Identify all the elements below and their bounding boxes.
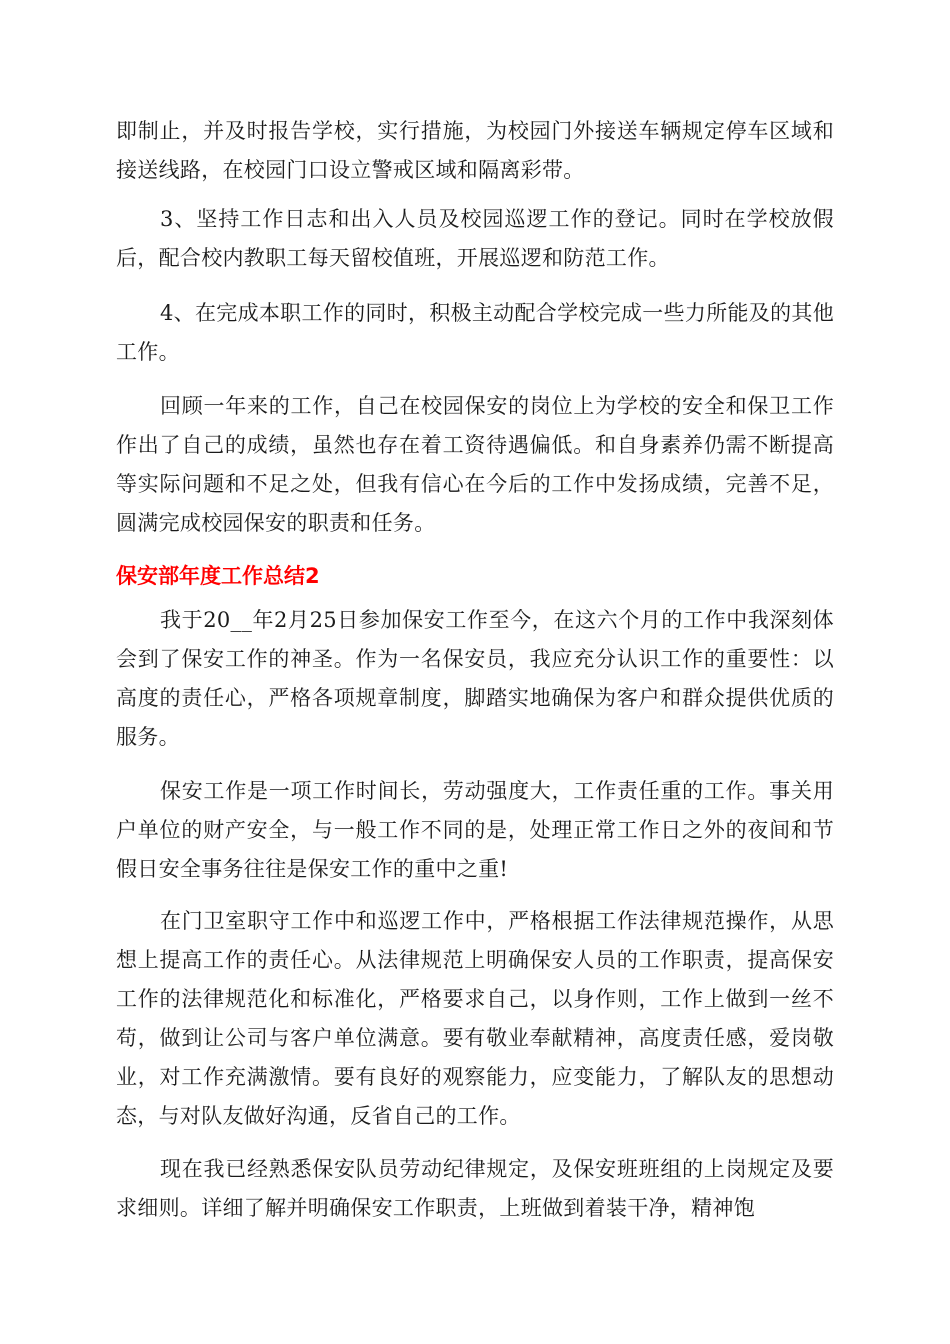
section-heading: 保安部年度工作总结2 — [116, 564, 320, 588]
paragraph-intro: 我于20__年2月25日参加保安工作至今，在这六个月的工作中我深刻体会到了保安工作的神圣。作为一名保安员，我应充分认识工作的重要性：以高度的责任心，严格各项规章制度，脚踏实地确保为客户和群众提供优质的服务。 — [116, 608, 834, 749]
paragraph-review: 回顾一年来的工作，自己在校园保安的岗位上为学校的安全和保卫工作作出了自己的成绩，虽然也存在着工资待遇偏低。和自身素养仍需不断提高等实际问题和不足之处，但我有信心在今后的工作中发扬成绩，完善不足，圆满完成校园保安的职责和任务。 — [116, 394, 834, 535]
paragraph-patrol: 在门卫室职守工作中和巡逻工作中，严格根据工作法律规范操作，从思想上提高工作的责任心。从法律规范上明确保安人员的工作职责，提高保安工作的法律规范化和标准化，严格要求自己，以身作则，工作上做到一丝不苟，做到让公司与客户单位满意。要有敬业奉献精神，高度责任感，爱岗敬业，对工作充满激情。要有良好的观察能力，应变能力，了解队友的思想动态，与对队友做好沟通，反省自己的工作。 — [116, 909, 834, 1128]
paragraph-item-3: 3、坚持工作日志和出入人员及校园巡逻工作的登记。同时在学校放假后，配合校内教职工每天留校值班，开展巡逻和防范工作。 — [116, 207, 834, 270]
paragraph-item-4: 4、在完成本职工作的同时，积极主动配合学校完成一些力所能及的其他工作。 — [116, 301, 834, 364]
paragraph-continuation: 即制止，并及时报告学校，实行措施，为校园门外接送车辆规定停车区域和接送线路，在校园门口设立警戒区域和隔离彩带。 — [116, 119, 834, 182]
paragraph-discipline: 现在我已经熟悉保安队员劳动纪律规定，及保安班班组的上岗规定及要求细则。详细了解并明确保安工作职责，上班做到着装干净，精神饱 — [116, 1157, 834, 1220]
paragraph-duties: 保安工作是一项工作时间长，劳动强度大，工作责任重的工作。事关用户单位的财产安全，与一般工作不同的是，处理正常工作日之外的夜间和节假日安全事务往往是保安工作的重中之重! — [116, 779, 834, 881]
